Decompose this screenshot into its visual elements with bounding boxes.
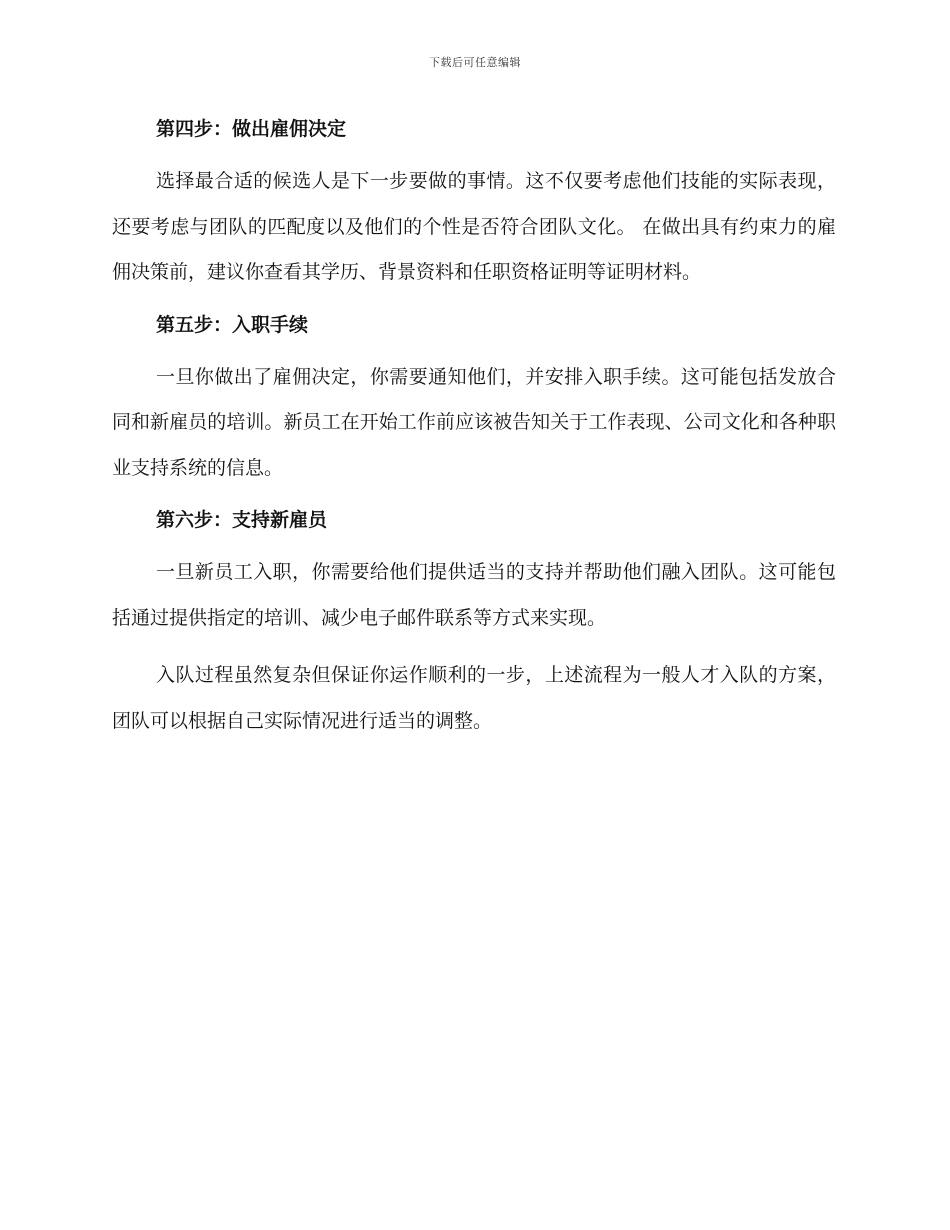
- section-paragraph-step-6: 一旦新员工入职，你需要给他们提供适当的支持并帮助他们融入团队。这可能包括通过提供指定的培训、减少电子邮件联系等方式来实现。: [112, 561, 836, 629]
- section-heading-step-4: 第四步：做出雇佣决定: [156, 118, 347, 140]
- section-paragraph-step-4: 选择最合适的候选人是下一步要做的事情。这不仅要考虑他们技能的实际表现，还要考虑与团队的匹配度以及他们的个性是否符合团队文化。 在做出具有约束力的雇佣决策前，建议你查看其学历、背景资料和任职资格证明等证明材料。: [112, 170, 836, 283]
- section-heading-step-5: 第五步：入职手续: [156, 313, 309, 336]
- section-heading-step-6: 第六步：支持新雇员: [156, 509, 328, 531]
- page-header-note: 下载后可任意编辑: [429, 56, 521, 69]
- section-paragraph-step-5: 一旦你做出了雇佣决定，你需要通知他们，并安排入职手续。这可能包括发放合同和新雇员的培训。新员工在开始工作前应该被告知关于工作表现、公司文化和各种职业支持系统的信息。: [112, 365, 836, 479]
- document-body: [112, 112, 836, 756]
- closing-paragraph: 入队过程虽然复杂但保证你运作顺利的一步，上述流程为一般人才入队的方案，团队可以根据自己实际情况进行适当的调整。: [112, 664, 836, 732]
